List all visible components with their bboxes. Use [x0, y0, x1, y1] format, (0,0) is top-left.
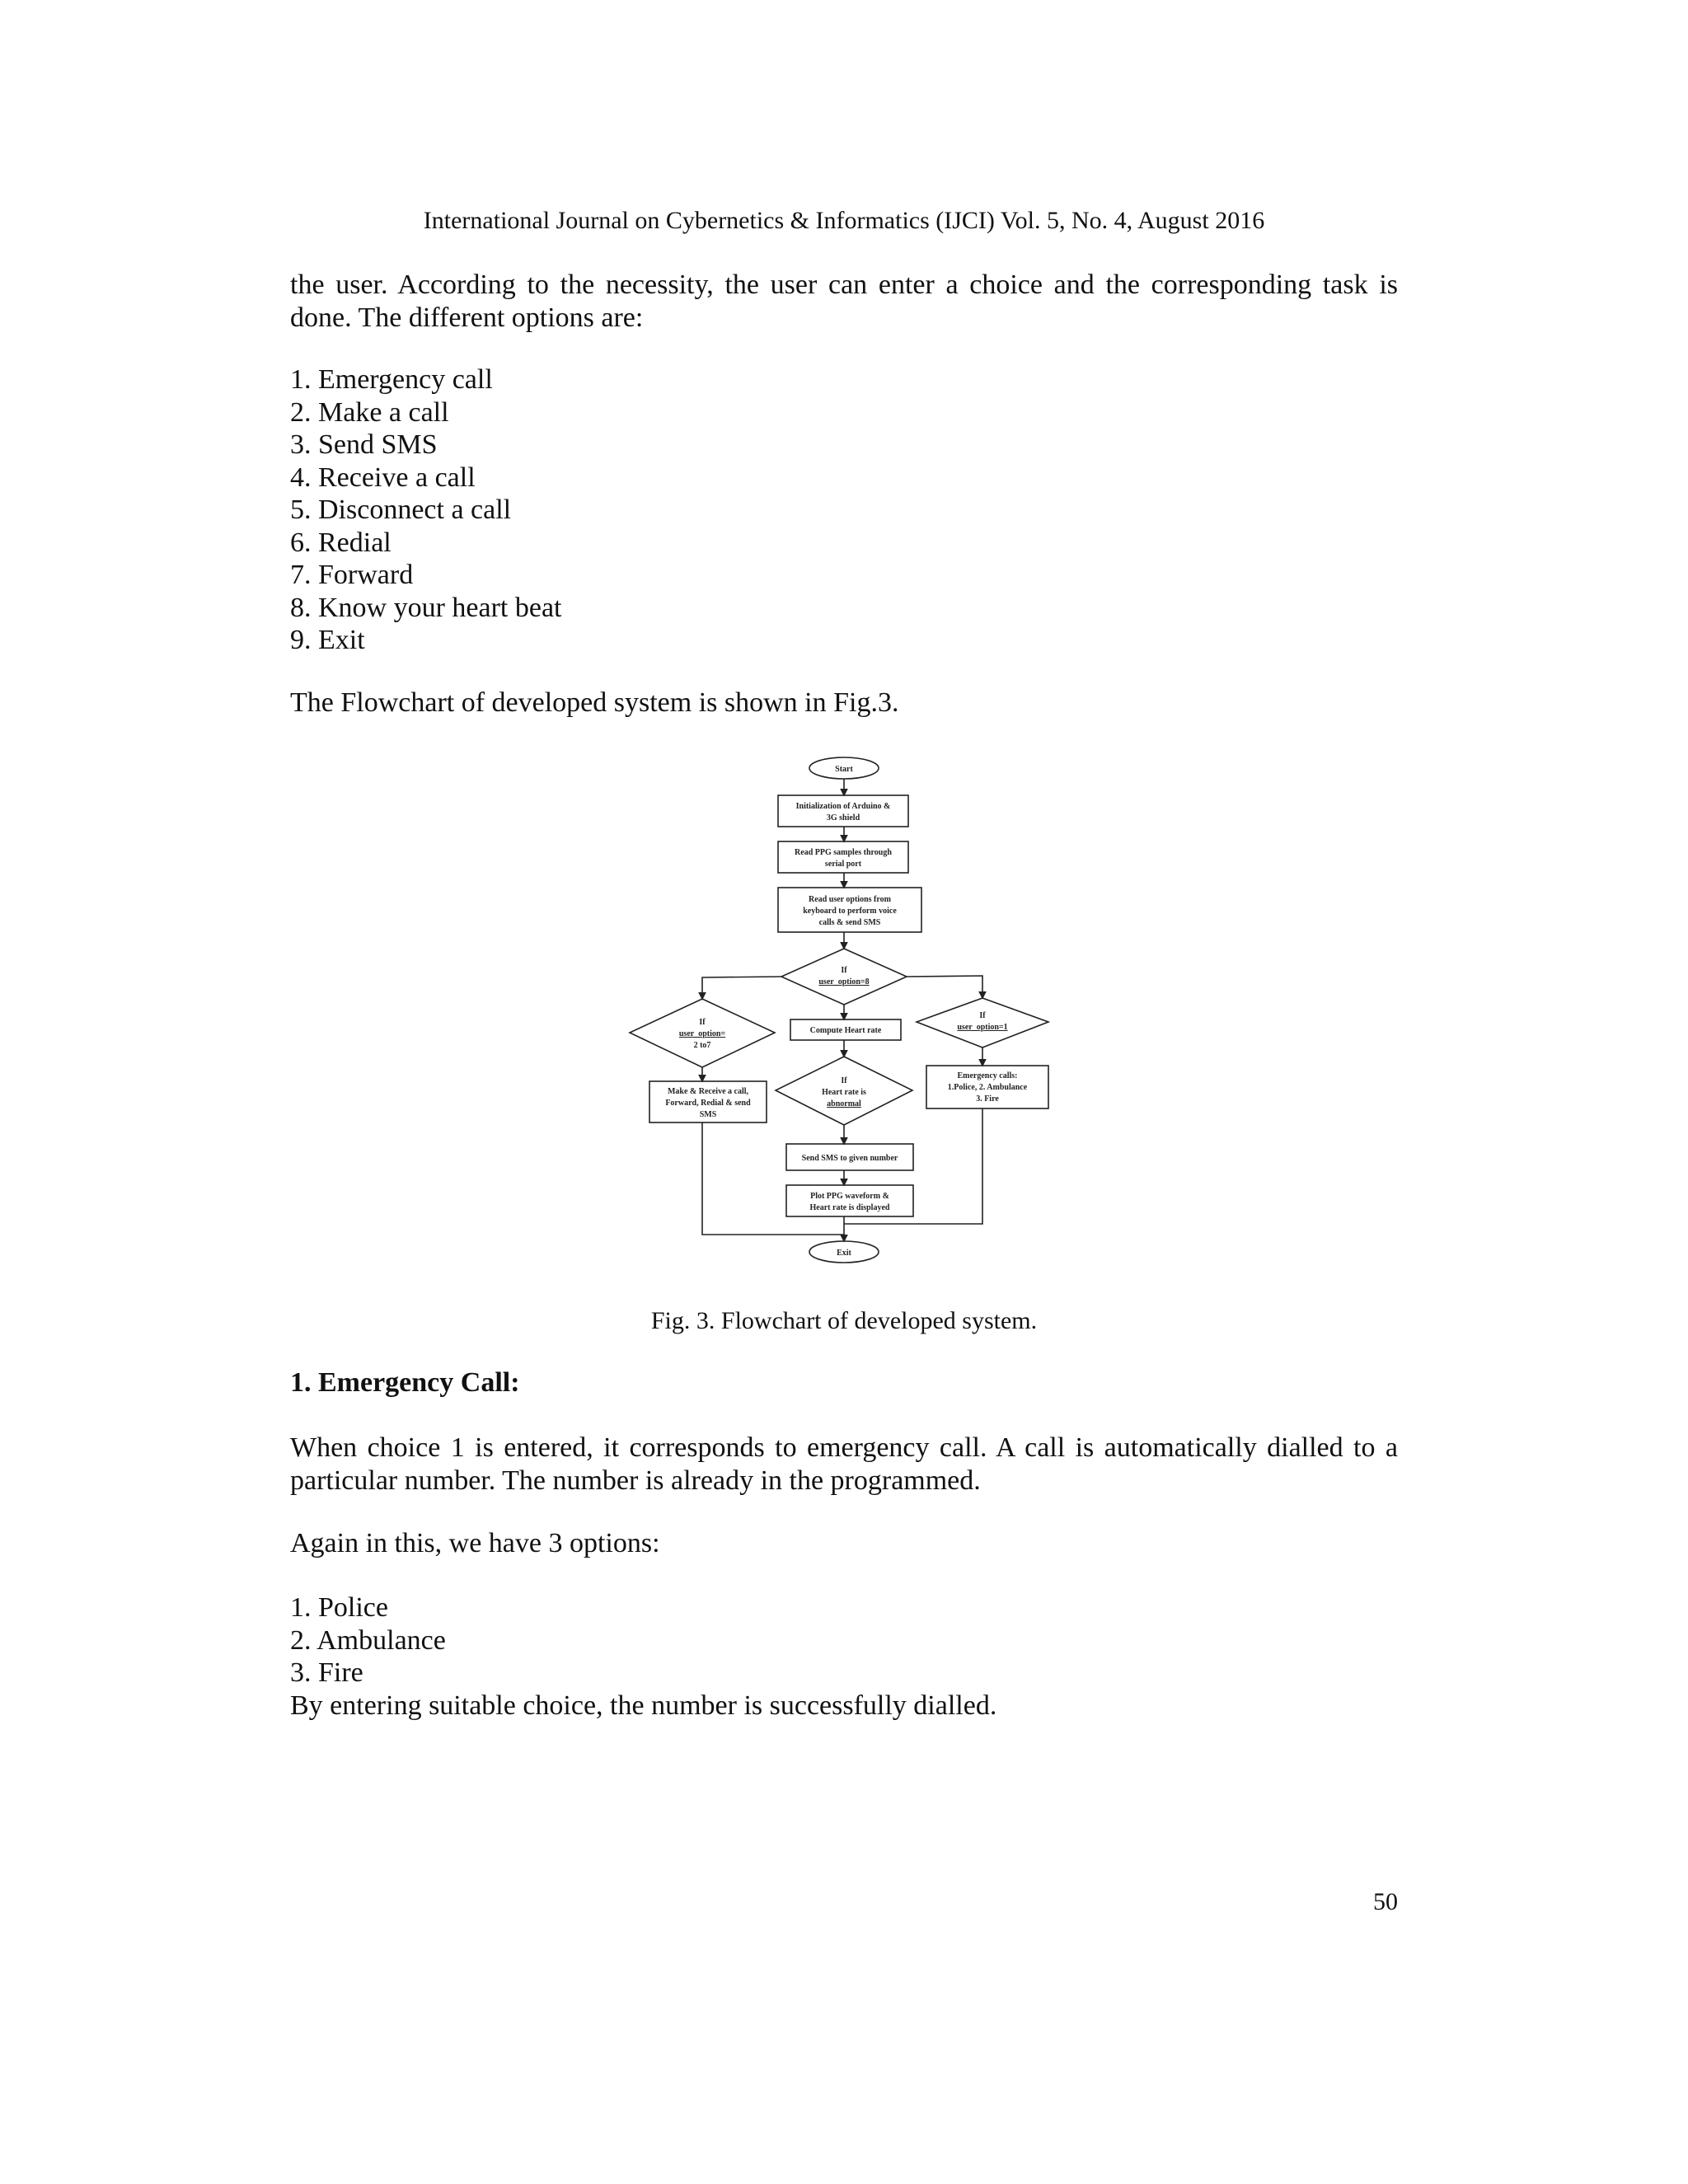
decision-hr-label: Heart rate is [822, 1088, 866, 1097]
connector [907, 976, 982, 998]
decision-left-label: If [699, 1018, 706, 1027]
make-call-label: SMS [699, 1110, 717, 1119]
decision-right-label: If [979, 1011, 986, 1020]
plot-label: Heart rate is displayed [809, 1203, 890, 1212]
flowchart-intro: The Flowchart of developed system is shown in Fig.3. [290, 687, 899, 718]
list-item: 7. Forward [290, 560, 414, 590]
intro-paragraph: the user. According to the necessity, the user can enter a choice and the corresponding task is done. The different options are: [290, 269, 1398, 333]
list-item: 3. Fire [290, 1657, 363, 1688]
list-item: 5. Disconnect a call [290, 494, 512, 525]
read-user-label: keyboard to perform voice [803, 907, 897, 916]
read-user-label: calls & send SMS [818, 918, 881, 927]
section-heading: 1. Emergency Call: [290, 1367, 520, 1398]
compute-hr-label: Compute Heart rate [809, 1026, 882, 1035]
decision-hr-label: abnormal [827, 1099, 861, 1108]
emergency-options-list [290, 1591, 1398, 1722]
flowchart-figure [626, 754, 1055, 1265]
read-ppg-label: serial port [824, 860, 862, 869]
emergency-label: 3. Fire [976, 1094, 999, 1104]
start-label: Start [835, 765, 853, 774]
section-paragraph: When choice 1 is entered, it corresponds to emergency call. A call is automatically dialled to a particular number. The number is already in the programmed. [290, 1432, 1398, 1496]
decision-main [781, 949, 907, 1005]
options-list [290, 363, 1398, 657]
decision-hr-label: If [841, 1076, 847, 1085]
list-item: 1. Police [290, 1592, 388, 1623]
running-header: International Journal on Cybernetics & Informatics (IJCI) Vol. 5, No. 4, August 2016 [423, 207, 1265, 234]
decision-main-label: user_option=8 [818, 977, 870, 987]
figure-caption: Fig. 3. Flowchart of developed system. [650, 1307, 1038, 1334]
plot-label: Plot PPG waveform & [810, 1192, 889, 1201]
decision-left-label: 2 to7 [693, 1041, 711, 1050]
closing-sentence: By entering suitable choice, the number is successfully dialled. [290, 1690, 997, 1721]
init-label: 3G shield [826, 813, 860, 823]
flowchart-svg [626, 754, 1055, 1265]
send-sms-label: Send SMS to given number [801, 1154, 898, 1163]
emergency-label: Emergency calls: [957, 1071, 1018, 1080]
page-number: 50 [1373, 1888, 1398, 1915]
init-label: Initialization of Arduino & [795, 802, 891, 811]
decision-right-label: user_option=1 [957, 1023, 1008, 1032]
decision-main-label: If [841, 966, 847, 975]
decision-left-label: user_option= [678, 1029, 726, 1038]
list-item: 4. Receive a call [290, 462, 476, 493]
list-item: 9. Exit [290, 625, 365, 655]
make-call-label: Forward, Redial & send [665, 1099, 751, 1108]
list-item: 8. Know your heart beat [290, 592, 562, 623]
list-item: 2. Make a call [290, 396, 449, 428]
emergency-label: 1.Police, 2. Ambulance [947, 1083, 1028, 1092]
make-call-label: Make & Receive a call, [667, 1087, 749, 1096]
options-intro: Again in this, we have 3 options: [290, 1528, 660, 1558]
list-item: 6. Redial [290, 527, 392, 558]
read-user-label: Read user options from [809, 895, 891, 904]
connector [702, 1122, 844, 1235]
read-ppg-label: Read PPG samples through [795, 848, 892, 857]
connector [702, 977, 781, 999]
list-item: 2. Ambulance [290, 1624, 446, 1656]
exit-label: Exit [837, 1249, 851, 1258]
list-item: 3. Send SMS [290, 429, 438, 460]
list-item: 1. Emergency call [290, 364, 493, 395]
